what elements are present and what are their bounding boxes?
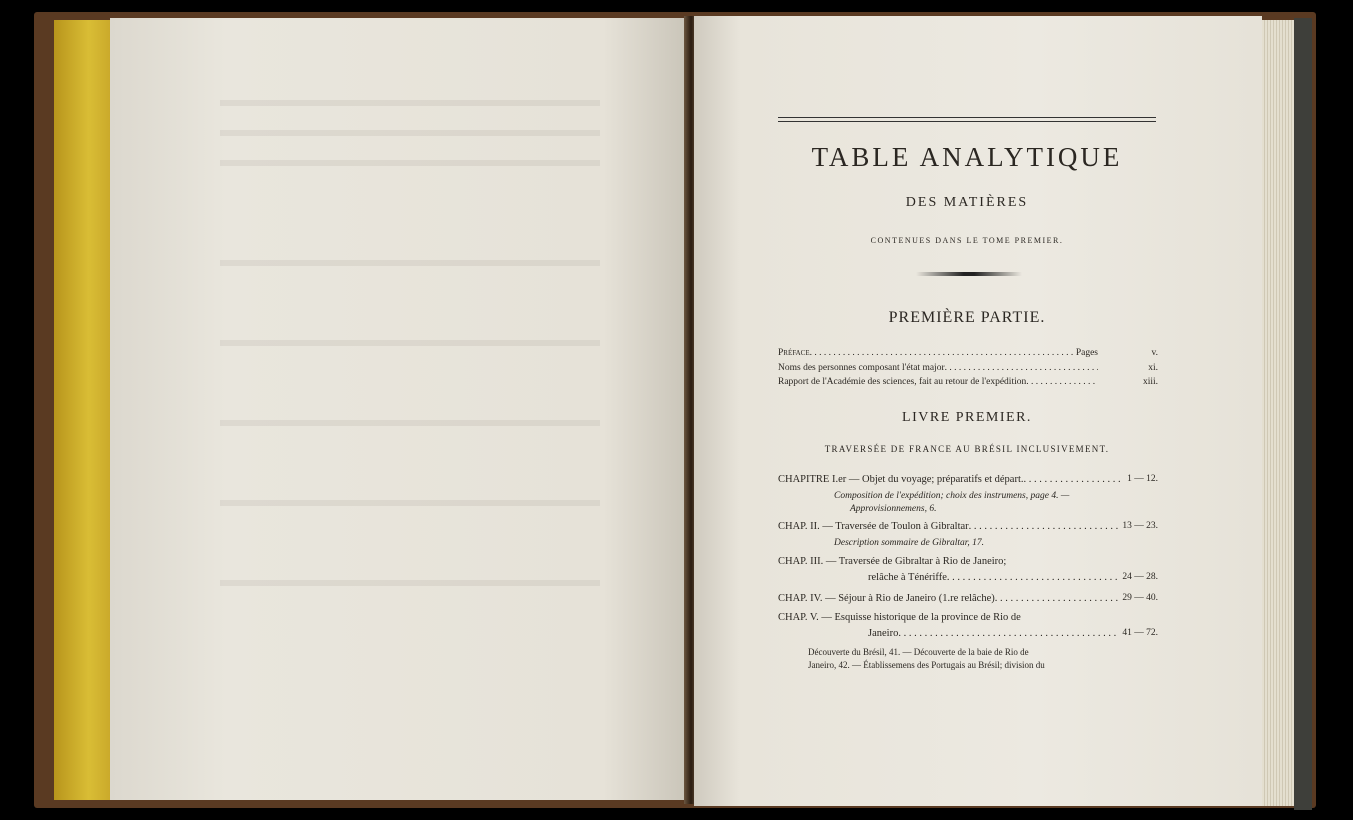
chapter-label-continued: relâche à Ténériffe — [868, 572, 947, 583]
chapter-label: CHAP. III. — Traversée de Gibraltar à Rio de Janeiro; — [778, 556, 1007, 567]
chapter-label: CHAPITRE I.er — Objet du voyage; préparatifs et départ. — [778, 474, 1024, 485]
chapter-entry — [778, 612, 1158, 623]
toc-entry-label: Noms des personnes composant l'état major — [778, 363, 945, 373]
ornament-rule — [916, 272, 1022, 276]
chapter-entry — [778, 474, 1158, 485]
chapter-entry — [778, 593, 1158, 604]
leader-dots — [898, 628, 1118, 639]
leader-dots — [995, 593, 1119, 604]
chapter-subentry: Approvisionnemens, 6. — [850, 504, 937, 514]
chapter-pages: 24 — 28. — [1122, 572, 1158, 582]
chapter-entry-continued — [868, 628, 1158, 639]
chapter-description: Janeiro, 42. — Établissemens des Portugais au Brésil; division du — [808, 660, 1045, 670]
chapter-subentry: Composition de l'expédition; choix des instrumens, page 4. — — [834, 491, 1070, 501]
chapter-label-continued: Janeiro — [868, 628, 899, 639]
header-rule — [778, 117, 1156, 118]
chapter-pages: 29 — 40. — [1122, 593, 1158, 603]
chapter-pages: 1 — 12. — [1127, 474, 1158, 484]
livre-subtitle: TRAVERSÉE DE FRANCE AU BRÉSIL INCLUSIVEMENT. — [824, 444, 1110, 454]
leader-dots — [1024, 474, 1124, 485]
bleed-through-line — [220, 100, 600, 106]
chapter-pages: 13 — 23. — [1122, 521, 1158, 531]
left-page-edges — [54, 20, 112, 800]
chapter-pages: 41 — 72. — [1122, 628, 1158, 638]
toc-entry — [778, 363, 1158, 373]
leader-dots — [947, 572, 1118, 583]
back-cover-edge — [1294, 18, 1312, 810]
toc-entry-page: v. — [1151, 348, 1158, 358]
toc-entry-page: xi. — [1148, 363, 1158, 373]
chapter-entry — [778, 556, 1158, 567]
toc-entry-page: xiii. — [1142, 377, 1158, 387]
chapter-entry — [778, 521, 1158, 532]
bleed-through-line — [220, 260, 600, 266]
pages-word: Pages — [1075, 348, 1098, 358]
right-page-edges — [1262, 20, 1294, 806]
bleed-through-line — [220, 130, 600, 136]
bleed-through-line — [220, 580, 600, 586]
page-title: TABLE ANALYTIQUE — [811, 142, 1123, 172]
bleed-through-line — [220, 420, 600, 426]
livre-heading: LIVRE PREMIER. — [902, 410, 1032, 425]
leader-dots — [969, 521, 1119, 532]
contenues-line: CONTENUES DANS LE TOME PREMIER. — [870, 236, 1064, 245]
chapter-label: CHAP. IV. — Séjour à Rio de Janeiro (1.re relâche) — [778, 593, 995, 604]
toc-entry-label: Préface — [778, 348, 810, 358]
toc-entry-label: Rapport de l'Académie des sciences, fait au retour de l'expédition — [778, 377, 1027, 387]
toc-entry — [778, 377, 1158, 387]
header-rule — [778, 121, 1156, 122]
chapter-subentry: Description sommaire de Gibraltar, 17. — [834, 538, 985, 548]
bleed-through-line — [220, 340, 600, 346]
leader-dots — [945, 363, 1098, 373]
toc-entry — [778, 348, 1158, 358]
bleed-through-line — [220, 500, 600, 506]
chapter-label: CHAP. II. — Traversée de Toulon à Gibraltar — [778, 521, 969, 532]
chapter-description: Découverte du Brésil, 41. — Découverte de la baie de Rio de — [808, 647, 1029, 657]
page-subtitle: DES MATIÈRES — [905, 195, 1029, 210]
chapter-entry-continued — [868, 572, 1158, 583]
leader-dots — [1026, 377, 1098, 387]
bleed-through-line — [220, 160, 600, 166]
leader-dots — [810, 348, 1074, 358]
partie-heading: PREMIÈRE PARTIE. — [888, 309, 1046, 326]
chapter-label: CHAP. V. — Esquisse historique de la province de Rio de — [778, 612, 1021, 623]
